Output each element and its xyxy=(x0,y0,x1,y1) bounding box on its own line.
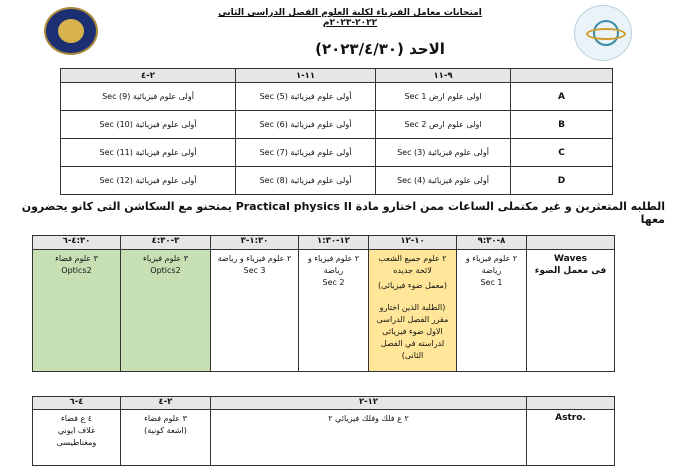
col-header: ٤:٣٠-٦ xyxy=(33,236,121,250)
col-header: ٢-٤ xyxy=(61,69,236,83)
col-header: ١٢-٢ xyxy=(211,397,527,410)
university-logo-left xyxy=(44,7,98,55)
table-cell: ٢ علوم فيزياء و رياضة Sec 1 xyxy=(457,250,527,372)
col-header: ١٠-١٢ xyxy=(369,236,457,250)
col-header: ١٢-١:٣٠ xyxy=(299,236,369,250)
table-cell: ٣ علوم فضاء (اشعة كونية) xyxy=(121,410,211,466)
row-label: C xyxy=(511,139,613,167)
table-cell: أولى علوم فيزيائية (8) Sec xyxy=(236,167,376,195)
schedule-table-2 xyxy=(32,235,615,372)
row-label: Waves فى معمل الضوء xyxy=(527,250,615,372)
table-cell: ٢ علوم جميع الشعب لائحة جديده (معمل ضوء فيزيائى) (الطلبة الذين اختارو مقرر الفصل الدراسى الاول ضوء فيزيائى لدراسته في الفصل الثانى) xyxy=(369,250,457,372)
notice-text: الطلبه المتعثرين و غير مكتملى الساعات ممن اختارو مادة Practical physics II يمتحنو مع السكاشن التى كانو يحضرون معها xyxy=(21,200,665,226)
schedule-table-3 xyxy=(32,396,615,466)
table-cell: أولى علوم فيزيائية (11) Sec xyxy=(61,139,236,167)
table-cell: أولى علوم فيزيائية (6) Sec xyxy=(236,111,376,139)
table-cell: ٢ علوم فيزياء و رياضة Sec 2 xyxy=(299,250,369,372)
page-title: امتحانات معامل الفيزياء لكلية العلوم الفصل الدراسي الثاني ٢٠٢٢-٢٠٢٣م xyxy=(218,8,482,28)
table-cell: أولى علوم فيزيائية (12) Sec xyxy=(61,167,236,195)
col-header: ١:٣٠-٣ xyxy=(211,236,299,250)
row-label: A xyxy=(511,83,613,111)
row-label: B xyxy=(511,111,613,139)
exam-date: الاحد (٢٠٢٣/٤/٣٠) xyxy=(315,40,445,58)
col-header: ١١-١ xyxy=(236,69,376,83)
row-label: Astro. xyxy=(527,410,615,466)
col-header: ٢-٤ xyxy=(121,397,211,410)
table-cell: ٤ ع فضاء غلاف ايوني ومغناطيسى xyxy=(33,410,121,466)
table-cell: ٢ ع فلك وفلك فيزيائي ٢ xyxy=(211,410,527,466)
table-cell: أولى علوم فيزيائية (7) Sec xyxy=(236,139,376,167)
table-cell: ٢ علوم فيزياء و رياضة Sec 3 xyxy=(211,250,299,372)
table-cell: اولى علوم ارض Sec 1 xyxy=(376,83,511,111)
table-cell: ٣ علوم فضاء Optics2 xyxy=(33,250,121,372)
faculty-logo-right xyxy=(574,5,632,61)
schedule-table-1 xyxy=(60,68,613,195)
row-label: D xyxy=(511,167,613,195)
col-header: ٨-٩:٣٠ xyxy=(457,236,527,250)
table-cell: أولى علوم فيزيائية (10) Sec xyxy=(61,111,236,139)
table-cell: أولى علوم فيزيائية (4) Sec xyxy=(376,167,511,195)
col-header: ٤-٦ xyxy=(33,397,121,410)
col-header: ٣-٤:٣٠ xyxy=(121,236,211,250)
table-cell: أولى علوم فيزيائية (3) Sec xyxy=(376,139,511,167)
table-cell: ٣ علوم فيزياء Optics2 xyxy=(121,250,211,372)
table-cell: أولى علوم فيزيائية (5) Sec xyxy=(236,83,376,111)
col-header: ٩-١١ xyxy=(376,69,511,83)
table-cell: اولى علوم ارض Sec 2 xyxy=(376,111,511,139)
table-cell: أولى علوم فيزيائية (9) Sec xyxy=(61,83,236,111)
